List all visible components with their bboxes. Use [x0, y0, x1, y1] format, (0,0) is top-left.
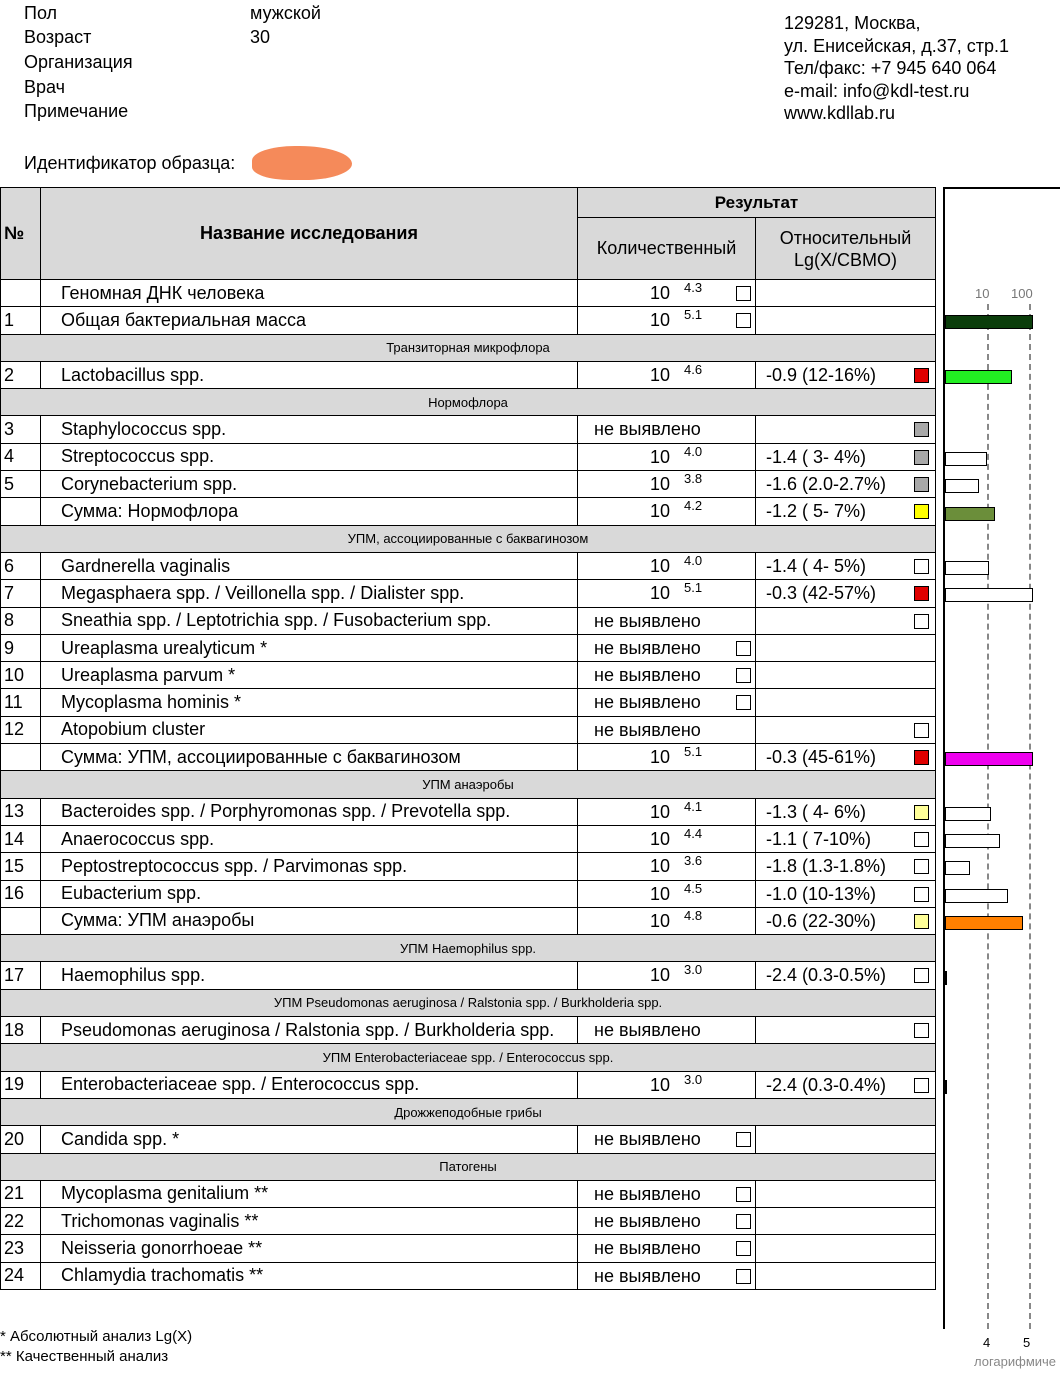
not-detected: не выявлено: [594, 665, 701, 686]
chart-bar: [945, 507, 995, 521]
row-number: 6: [1, 552, 41, 579]
row-number: 20: [1, 1126, 41, 1153]
col-name-header: Название исследования: [41, 188, 578, 280]
status-box: [736, 1241, 751, 1256]
section-header: [1, 935, 936, 962]
top-tick-10: 10: [975, 286, 990, 301]
base-ten: 10: [650, 801, 671, 822]
chart-bar: [945, 916, 1023, 930]
relative-value: -1.2 ( 5- 7%): [766, 501, 867, 522]
test-name: Eubacterium spp.: [41, 880, 578, 907]
chart-bar: [945, 370, 1012, 384]
test-name: Anaerococcus spp.: [41, 825, 578, 852]
table-row: [1, 580, 936, 607]
table-row: [1, 1017, 936, 1044]
quantitative-result: [578, 1017, 756, 1044]
relative-value: -0.9 (12-16%): [766, 364, 877, 385]
exponent: 4.5: [684, 880, 703, 896]
status-box: [914, 887, 929, 902]
bottom-tick-5: 5: [1023, 1335, 1031, 1350]
status-box: [914, 805, 929, 820]
table-row: [1, 825, 936, 852]
status-box: [914, 1078, 929, 1093]
test-name: Bacteroides spp. / Porphyromonas spp. / Prevotella spp.: [41, 798, 578, 825]
row-number: 22: [1, 1208, 41, 1235]
status-box: [736, 313, 751, 328]
section-title: УПМ Haemophilus spp.: [1, 935, 936, 962]
quantitative-result: [578, 716, 756, 743]
row-number: 18: [1, 1017, 41, 1044]
age-value: 30: [250, 27, 271, 47]
status-box: [914, 450, 929, 465]
section-header: [1, 1044, 936, 1071]
chart-bar: [945, 807, 991, 821]
not-detected: не выявлено: [594, 637, 701, 658]
quantitative-result: [578, 1208, 756, 1235]
status-box: [914, 1023, 929, 1038]
col-result-header: Результат: [578, 188, 936, 218]
lab-phone: Тел/факс: +7 945 640 064: [784, 58, 997, 78]
test-name: Trichomonas vaginalis **: [41, 1208, 578, 1235]
redaction-mark: [252, 146, 352, 180]
quantitative-result: [578, 853, 756, 880]
relative-result: [756, 443, 936, 470]
test-name: Corynebacterium spp.: [41, 471, 578, 498]
quantitative-result: [578, 416, 756, 443]
footnote-1: * Абсолютный анализ Lg(X): [0, 1328, 193, 1345]
not-detected: не выявлено: [594, 1211, 701, 1232]
relative-value: -1.3 ( 4- 6%): [766, 801, 867, 822]
section-title: Дрожжеподобные грибы: [1, 1098, 936, 1125]
row-number: 1: [1, 307, 41, 334]
test-name: Gardnerella vaginalis: [41, 552, 578, 579]
relative-result: [756, 634, 936, 661]
col-quant-header: Количественный: [578, 218, 756, 280]
exponent: 3.6: [684, 853, 703, 869]
table-row: [1, 416, 936, 443]
chart-bar: [945, 588, 1033, 602]
relative-result: [756, 307, 936, 334]
base-ten: 10: [650, 555, 671, 576]
test-name: Neisseria gonorrhoeae **: [41, 1235, 578, 1262]
row-number: 4: [1, 443, 41, 470]
relative-result: [756, 280, 936, 307]
base-ten: 10: [650, 910, 671, 931]
table-row: [1, 744, 936, 771]
chart-bar: [945, 561, 989, 575]
status-box: [736, 1132, 751, 1147]
base-ten: 10: [650, 583, 671, 604]
chart-bar: [945, 315, 1033, 329]
row-number: 9: [1, 634, 41, 661]
bottom-tick-4: 4: [983, 1335, 991, 1350]
relative-result: [756, 607, 936, 634]
section-title: Транзиторная микрофлора: [1, 334, 936, 361]
relative-result: [756, 798, 936, 825]
status-box: [736, 641, 751, 656]
section-title: УПМ Pseudomonas aeruginosa / Ralstonia spp. / Burkholderia spp.: [1, 989, 936, 1016]
relative-value: -1.4 ( 4- 5%): [766, 555, 867, 576]
not-detected: не выявлено: [594, 1238, 701, 1259]
relative-result: [756, 471, 936, 498]
table-row: [1, 853, 936, 880]
relative-result: [756, 580, 936, 607]
quantitative-result: [578, 443, 756, 470]
exponent: 4.2: [684, 498, 703, 514]
status-box: [914, 586, 929, 601]
base-ten: 10: [650, 965, 671, 986]
relative-result: [756, 689, 936, 716]
base-ten: 10: [650, 1074, 671, 1095]
relative-result: [756, 853, 936, 880]
test-name: Mycoplasma hominis *: [41, 689, 578, 716]
exponent: 4.6: [684, 361, 703, 377]
footnote-1-text: Абсолютный анализ Lg(X): [10, 1328, 193, 1345]
relative-result: [756, 1180, 936, 1207]
status-box: [914, 559, 929, 574]
table-row: [1, 307, 936, 334]
row-number: 17: [1, 962, 41, 989]
chart-bar: [945, 752, 1033, 766]
doctor-label: Врач: [24, 77, 66, 97]
relative-result: [756, 1126, 936, 1153]
results-table: [0, 187, 936, 1290]
test-name: Sneathia spp. / Leptotrichia spp. / Fusobacterium spp.: [41, 607, 578, 634]
quantitative-result: [578, 1235, 756, 1262]
status-box: [736, 1214, 751, 1229]
section-header: [1, 1153, 936, 1180]
section-header: [1, 334, 936, 361]
footnote-2: ** Качественный анализ: [0, 1348, 169, 1365]
row-number: 19: [1, 1071, 41, 1098]
lab-address-line: 129281, Москва,: [784, 13, 921, 33]
col-num-header: №: [1, 188, 41, 280]
row-number: 23: [1, 1235, 41, 1262]
table-row: [1, 1126, 936, 1153]
section-header: [1, 1098, 936, 1125]
exponent: 5.1: [684, 744, 703, 760]
section-title: УПМ, ассоциированные с баквагинозом: [1, 525, 936, 552]
test-name: Candida spp. *: [41, 1126, 578, 1153]
section-header: [1, 989, 936, 1016]
row-number: 7: [1, 580, 41, 607]
relative-value: -2.4 (0.3-0.5%): [766, 965, 887, 986]
quantitative-result: [578, 280, 756, 307]
quantitative-result: [578, 1126, 756, 1153]
relative-result: [756, 416, 936, 443]
status-box: [736, 695, 751, 710]
status-box: [736, 668, 751, 683]
row-number: 13: [1, 798, 41, 825]
row-number: 24: [1, 1262, 41, 1289]
relative-result: [756, 825, 936, 852]
table-row: [1, 1071, 936, 1098]
relative-result: [756, 498, 936, 525]
relative-value: -1.8 (1.3-1.8%): [766, 856, 887, 877]
status-box: [914, 614, 929, 629]
relative-result: [756, 962, 936, 989]
test-name: Enterobacteriaceae spp. / Enterococcus spp.: [41, 1071, 578, 1098]
row-number: 3: [1, 416, 41, 443]
status-box: [914, 477, 929, 492]
section-title: УПМ анаэробы: [1, 771, 936, 798]
base-ten: 10: [650, 364, 671, 385]
row-number: [1, 498, 41, 525]
row-number: [1, 280, 41, 307]
test-name: Сумма: Нормофлора: [41, 498, 578, 525]
row-number: [1, 744, 41, 771]
row-number: 5: [1, 471, 41, 498]
quantitative-result: [578, 634, 756, 661]
lg-bar-chart: [943, 187, 1060, 1329]
row-number: 10: [1, 662, 41, 689]
quantitative-result: [578, 825, 756, 852]
exponent: 3.0: [684, 962, 703, 978]
status-box: [914, 750, 929, 765]
not-detected: не выявлено: [594, 419, 701, 440]
relative-result: [756, 744, 936, 771]
not-detected: не выявлено: [594, 719, 701, 740]
table-row: [1, 962, 936, 989]
exponent: 4.0: [684, 443, 703, 459]
table-row: [1, 634, 936, 661]
quantitative-result: [578, 880, 756, 907]
not-detected: не выявлено: [594, 1183, 701, 1204]
relative-value: -0.6 (22-30%): [766, 910, 877, 931]
quantitative-result: [578, 1180, 756, 1207]
row-number: 12: [1, 716, 41, 743]
row-number: [1, 907, 41, 934]
section-title: УПМ Enterobacteriaceae spp. / Enterococcus spp.: [1, 1044, 936, 1071]
status-box: [914, 832, 929, 847]
quantitative-result: [578, 552, 756, 579]
section-title: Патогены: [1, 1153, 936, 1180]
base-ten: 10: [650, 747, 671, 768]
relative-result: [756, 1017, 936, 1044]
exponent: 4.0: [684, 552, 703, 568]
chart-bar: [945, 1080, 947, 1094]
relative-value: -2.4 (0.3-0.4%): [766, 1074, 887, 1095]
table-row: [1, 662, 936, 689]
lab-email: e-mail: info@kdl-test.ru: [784, 80, 970, 101]
relative-result: [756, 662, 936, 689]
exponent: 5.1: [684, 580, 703, 596]
table-row: [1, 552, 936, 579]
table-row: [1, 280, 936, 307]
quantitative-result: [578, 744, 756, 771]
quantitative-result: [578, 498, 756, 525]
table-row: [1, 443, 936, 470]
quantitative-result: [578, 962, 756, 989]
chart-bar: [945, 834, 1000, 848]
table-row: [1, 1262, 936, 1289]
test-name: Haemophilus spp.: [41, 962, 578, 989]
relative-value: -1.4 ( 3- 4%): [766, 446, 867, 467]
status-box: [914, 723, 929, 738]
test-name: Сумма: УПМ анаэробы: [41, 907, 578, 934]
top-tick-100: 100: [1011, 286, 1033, 301]
organization-label: Организация: [24, 52, 133, 72]
quantitative-result: [578, 471, 756, 498]
grid-line-5: [1029, 304, 1031, 1329]
quantitative-result: [578, 662, 756, 689]
test-name: Ureaplasma parvum *: [41, 662, 578, 689]
relative-result: [756, 1071, 936, 1098]
quantitative-result: [578, 307, 756, 334]
status-box: [914, 422, 929, 437]
chart-bar: [945, 971, 947, 985]
quantitative-result: [578, 907, 756, 934]
chart-bar: [945, 452, 987, 466]
table-row: [1, 798, 936, 825]
table-row: [1, 1208, 936, 1235]
quantitative-result: [578, 798, 756, 825]
section-title: Нормофлора: [1, 389, 936, 416]
not-detected: не выявлено: [594, 1020, 701, 1041]
note-label: Примечание: [24, 101, 129, 121]
quantitative-result: [578, 580, 756, 607]
row-number: 11: [1, 689, 41, 716]
sex-label: Пол: [24, 3, 58, 23]
test-name: Lactobacillus spp.: [41, 361, 578, 388]
relative-result: [756, 552, 936, 579]
section-header: [1, 525, 936, 552]
relative-value: -0.3 (42-57%): [766, 583, 877, 604]
relative-result: [756, 716, 936, 743]
chart-bar: [945, 861, 970, 875]
quantitative-result: [578, 607, 756, 634]
base-ten: 10: [650, 310, 671, 331]
footnote-2-text: Качественный анализ: [15, 1348, 169, 1365]
test-name: Staphylococcus spp.: [41, 416, 578, 443]
chart-bar: [945, 889, 1008, 903]
exponent: 4.1: [684, 798, 703, 814]
row-number: 21: [1, 1180, 41, 1207]
test-name: Megasphaera spp. / Veillonella spp. / Dialister spp.: [41, 580, 578, 607]
table-row: [1, 607, 936, 634]
base-ten: 10: [650, 283, 671, 303]
lab-address: [784, 12, 1009, 125]
test-name: Геномная ДНК человека: [41, 280, 578, 307]
table-row: [1, 361, 936, 388]
base-ten: 10: [650, 501, 671, 522]
row-number: 15: [1, 853, 41, 880]
status-box: [914, 968, 929, 983]
status-box: [736, 1187, 751, 1202]
relative-result: [756, 907, 936, 934]
not-detected: не выявлено: [594, 1129, 701, 1150]
base-ten: 10: [650, 828, 671, 849]
test-name: Общая бактериальная масса: [41, 307, 578, 334]
quantitative-result: [578, 1262, 756, 1289]
exponent: 3.0: [684, 1071, 703, 1087]
table-row: [1, 498, 936, 525]
row-number: 8: [1, 607, 41, 634]
table-row: [1, 1180, 936, 1207]
test-name: Pseudomonas aeruginosa / Ralstonia spp. / Burkholderia spp.: [41, 1017, 578, 1044]
test-name: Ureaplasma urealyticum *: [41, 634, 578, 661]
quantitative-result: [578, 689, 756, 716]
test-name: Chlamydia trachomatis **: [41, 1262, 578, 1289]
relative-value: -0.3 (45-61%): [766, 747, 877, 768]
section-header: [1, 389, 936, 416]
quantitative-result: [578, 361, 756, 388]
status-box: [736, 1269, 751, 1284]
col-rel-header: Относительный Lg(X/СВМО): [756, 218, 936, 280]
age-label: Возраст: [24, 27, 92, 47]
sex-value: мужской: [250, 3, 321, 23]
table-row: [1, 1235, 936, 1262]
test-name: Сумма: УПМ, ассоциированные с баквагинозом: [41, 744, 578, 771]
sample-id-label: Идентификатор образца:: [24, 153, 236, 173]
relative-value: -1.6 (2.0-2.7%): [766, 474, 887, 495]
not-detected: не выявлено: [594, 610, 701, 631]
relative-result: [756, 1208, 936, 1235]
status-box: [914, 368, 929, 383]
row-number: 14: [1, 825, 41, 852]
exponent: 4.3: [684, 280, 703, 295]
status-box: [914, 504, 929, 519]
not-detected: не выявлено: [594, 692, 701, 713]
exponent: 4.4: [684, 825, 703, 841]
table-row: [1, 907, 936, 934]
test-name: Streptococcus spp.: [41, 443, 578, 470]
chart-bar: [945, 479, 979, 493]
row-number: 2: [1, 361, 41, 388]
status-box: [914, 859, 929, 874]
base-ten: 10: [650, 474, 671, 495]
test-name: Mycoplasma genitalium **: [41, 1180, 578, 1207]
not-detected: не выявлено: [594, 1265, 701, 1286]
base-ten: 10: [650, 446, 671, 467]
relative-result: [756, 361, 936, 388]
exponent: 5.1: [684, 307, 703, 323]
relative-result: [756, 1262, 936, 1289]
base-ten: 10: [650, 883, 671, 904]
base-ten: 10: [650, 856, 671, 877]
relative-value: -1.0 (10-13%): [766, 883, 877, 904]
table-row: [1, 716, 936, 743]
lab-address-line: ул. Енисейская, д.37, стр.1: [784, 35, 1009, 56]
test-name: Peptostreptococcus spp. / Parvimonas spp.: [41, 853, 578, 880]
table-row: [1, 880, 936, 907]
test-name: Atopobium cluster: [41, 716, 578, 743]
row-number: 16: [1, 880, 41, 907]
status-box: [914, 914, 929, 929]
section-header: [1, 771, 936, 798]
relative-value: -1.1 ( 7-10%): [766, 828, 872, 849]
table-row: [1, 471, 936, 498]
scale-label: логарифмиче: [974, 1354, 1057, 1369]
status-box: [736, 286, 751, 301]
exponent: 3.8: [684, 471, 703, 487]
relative-result: [756, 880, 936, 907]
lab-website: www.kdllab.ru: [784, 103, 896, 123]
exponent: 4.8: [684, 907, 703, 923]
quantitative-result: [578, 1071, 756, 1098]
relative-result: [756, 1235, 936, 1262]
table-row: [1, 689, 936, 716]
